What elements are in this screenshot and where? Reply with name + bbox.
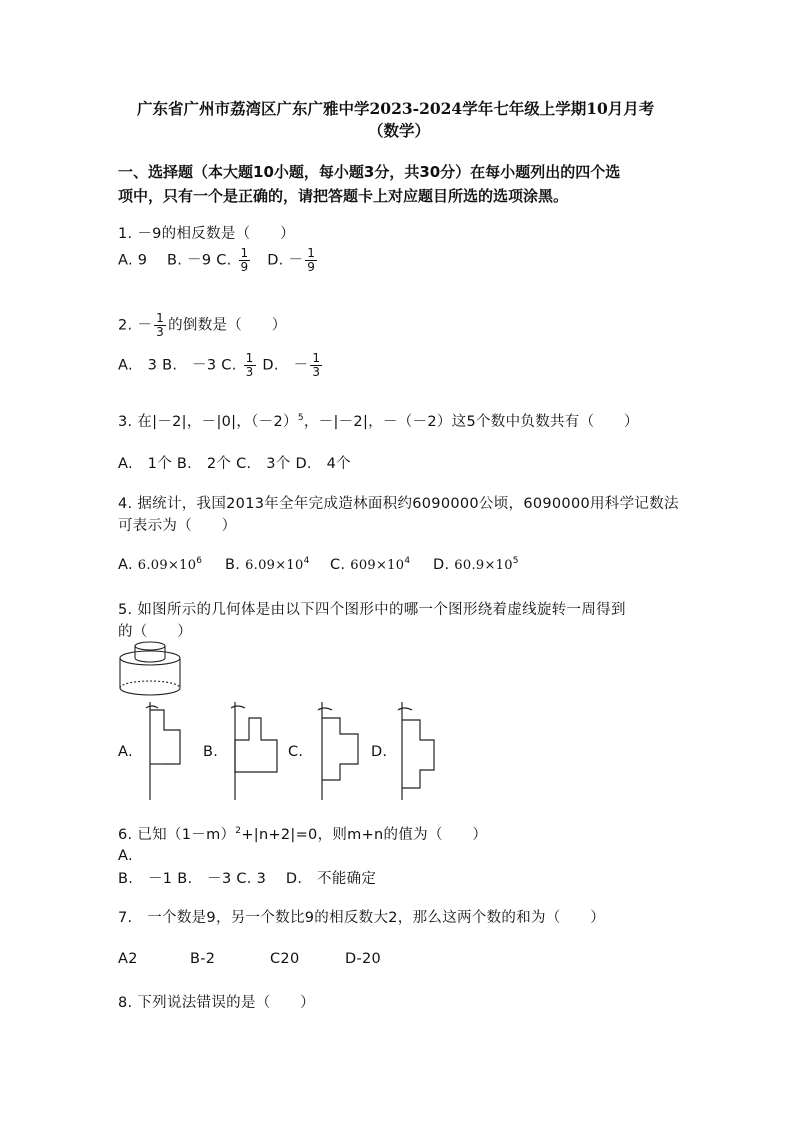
figure-option-b [225,700,285,804]
option-b: B. －9 C. [166,252,232,269]
q6-option-a: A. [118,848,133,864]
option-a-b: A. 3 B. －3 C. [118,357,237,374]
q7-option-b: B-2 [190,951,216,967]
figure-option-d [392,700,452,804]
q6-options: B. －1 B. －3 C. 3 D. 不能确定 [118,871,377,887]
page-subtitle: （数学） [368,121,431,140]
denominator: 9 [307,260,316,274]
option-d: D. － [262,357,309,374]
q3-stem-b: ，－|－2|，－（－2）这5个数中负数共有（ ） [303,414,639,430]
sci-value: 6.09×10 [137,557,197,573]
exponent: 5 [297,413,304,424]
question-5-stem-line2: 的（ ） [118,624,192,640]
exponent: 4 [303,556,310,566]
q3-stem-a: 3. 在|－2|，－|0|，（－2） [118,414,298,430]
q7-option-a: A2 [118,951,138,967]
question-2-stem [118,312,287,339]
q6-stem-a: 6. 已知（1－m） [118,827,236,843]
sci-value: 609×10 [350,557,405,573]
question-5-stem-line1: 5. 如图所示的几何体是由以下四个图形中的哪一个图形绕着虚线旋转一周得到 [118,602,626,618]
page-title: 广东省广州市荔湾区广东广雅中学2023-2024学年七年级上学期10月月考 [137,99,655,118]
fraction [310,352,322,379]
fraction [239,247,251,274]
question-3-stem [118,410,639,431]
exponent: 2 [235,826,242,837]
q2-prefix: 2. － [118,317,153,334]
q4-option-b [225,556,310,573]
q5-label-c: C. [288,744,304,760]
option-label: B. [225,556,241,573]
numerator: 1 [307,246,316,260]
option-a: A. 9 [118,252,148,269]
q2-suffix: 的倒数是（ ） [168,317,287,334]
fraction [305,247,317,274]
exponent: 5 [512,556,519,566]
question-4-stem-line1: 4. 据统计，我国2013年全年完成造林面积约6090000公顷，6090000用科学记数法 [118,496,679,512]
denominator: 3 [245,365,254,379]
exponent: 4 [404,556,411,566]
numerator: 1 [245,351,254,365]
q7-option-c: C20 [270,951,300,967]
question-2-options [118,352,324,379]
question-4-stem-line2: 可表示为（ ） [118,518,237,534]
numerator: 1 [312,351,321,365]
q4-option-c [330,556,410,573]
q4-option-d [433,556,519,573]
question-1-options [118,247,319,274]
question-7-stem: 7. 一个数是9，另一个数比9的相反数大2，那么这两个数的和为（ ） [118,910,606,926]
denominator: 3 [312,365,321,379]
question-6-stem [118,823,487,844]
q7-option-d: D-20 [345,951,382,967]
figure-option-c [310,700,370,804]
numerator: 1 [240,246,249,260]
q5-label-b: B. [203,744,219,760]
section-heading-line1: 一、选择题（本大题10小题，每小题3分，共30分）在每小题列出的四个选 [118,163,621,181]
numerator: 1 [156,311,165,325]
q5-label-a: A. [118,744,133,760]
figure-option-a [140,700,190,804]
q6-stem-b: +|n+2|=0，则m+n的值为（ ） [241,827,488,843]
option-label: C. [330,556,346,573]
sci-value: 60.9×10 [454,557,513,573]
option-label: A. [118,556,133,573]
section-heading-line2: 项中，只有一个是正确的，请把答题卡上对应题目所选的选项涂黑。 [118,187,569,205]
q5-label-d: D. [371,744,388,760]
denominator: 9 [240,260,249,274]
question-1-stem: 1. －9的相反数是（ ） [118,226,295,242]
option-label: D. [433,556,450,573]
stacked-cylinder-figure [116,640,184,698]
fraction [154,312,166,339]
exponent: 6 [196,556,203,566]
sci-value: 6.09×10 [245,557,304,573]
question-3-options: A. 1个 B. 2个 C. 3个 D. 4个 [118,456,351,472]
denominator: 3 [156,325,165,339]
q4-option-a [118,556,202,573]
fraction [244,352,256,379]
option-d: D. － [267,252,304,269]
question-8-stem: 8. 下列说法错误的是（ ） [118,995,315,1011]
